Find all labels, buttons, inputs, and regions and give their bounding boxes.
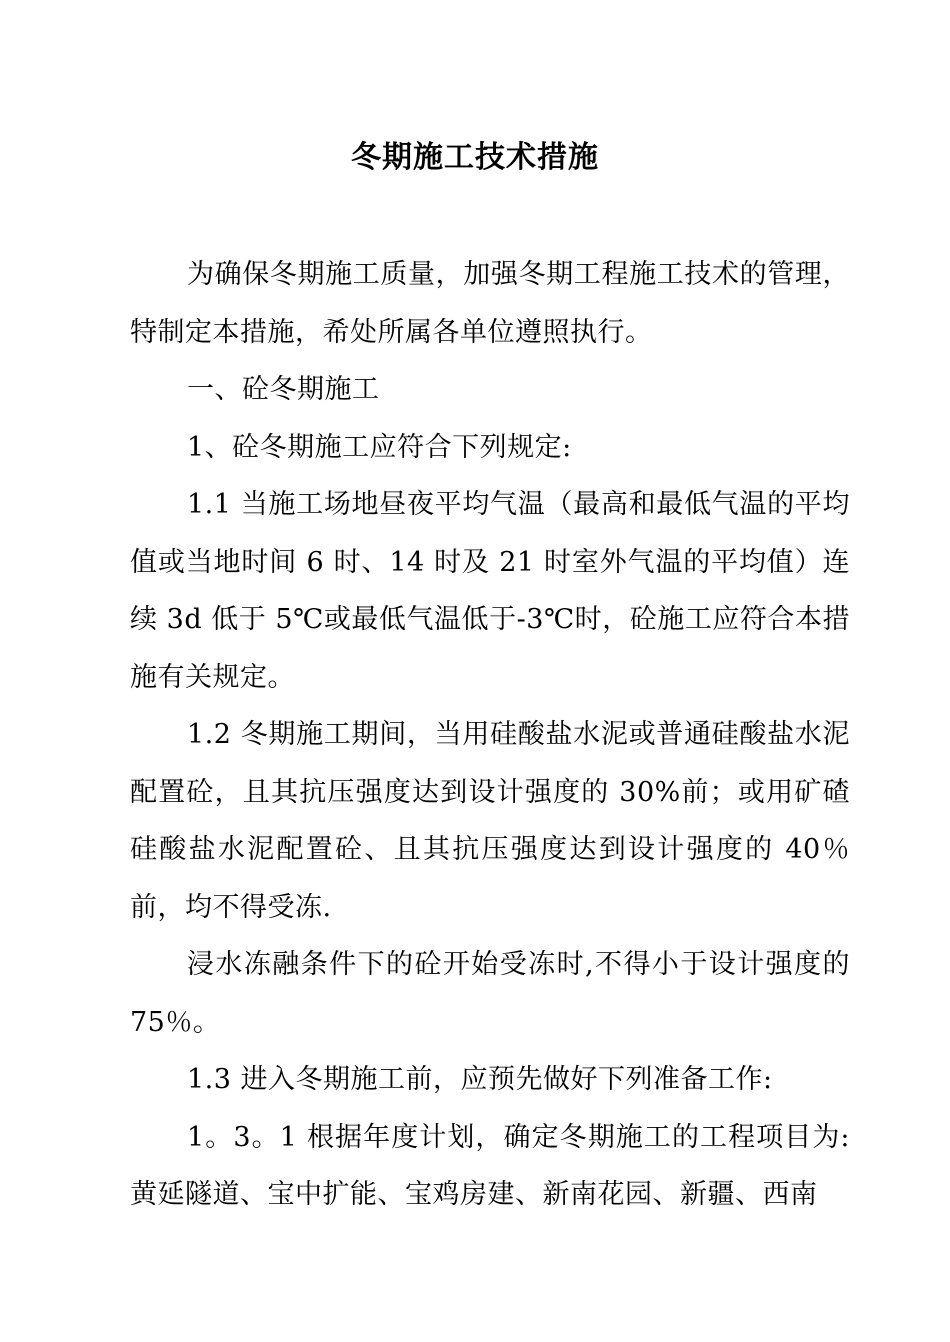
document-body bbox=[130, 246, 850, 1224]
paragraph-rule-1-3-1: 1。3。1 根据年度计划，确定冬期施工的工程项目为:黄延隧道、宝中扩能、宝鸡房建、新南花园、新疆、西南 bbox=[130, 1121, 850, 1210]
section-heading: 一、砼冬期施工 bbox=[187, 374, 380, 405]
paragraph-rule-1-2: 1.2 冬期施工期间，当用硅酸盐水泥或普通硅酸盐水泥配置砼，且其抗压强度达到设计强度的 30%前；或用矿碴硅酸盐水泥配置砼、且其抗压强度达到设计强度的 40％前，均不得受冻. bbox=[130, 719, 850, 923]
document-title: 冬期施工技术措施 bbox=[351, 140, 599, 175]
paragraph-freeze-thaw: 浸水冻融条件下的砼开始受冻时,不得小于设计强度的 75％。 bbox=[130, 949, 850, 1038]
paragraph-rule-1-3: 1.3 进入冬期施工前，应预先做好下列准备工作: bbox=[187, 1064, 773, 1095]
paragraph-rule-1: 1、砼冬期施工应符合下列规定: bbox=[187, 431, 572, 463]
paragraph-rule-1-1: 1.1 当施工场地昼夜平均气温（最高和最低气温的平均值或当地时间 6 时、14 时及 21 时室外气温的平均值）连续 3d 低于 5℃或最低气温低于-3℃时，砼施工应符合本措施有关规定。 bbox=[130, 489, 850, 693]
paragraph-intro: 为确保冬期施工质量，加强冬期工程施工技术的管理，特制定本措施，希处所属各单位遵照执行。 bbox=[130, 259, 850, 348]
